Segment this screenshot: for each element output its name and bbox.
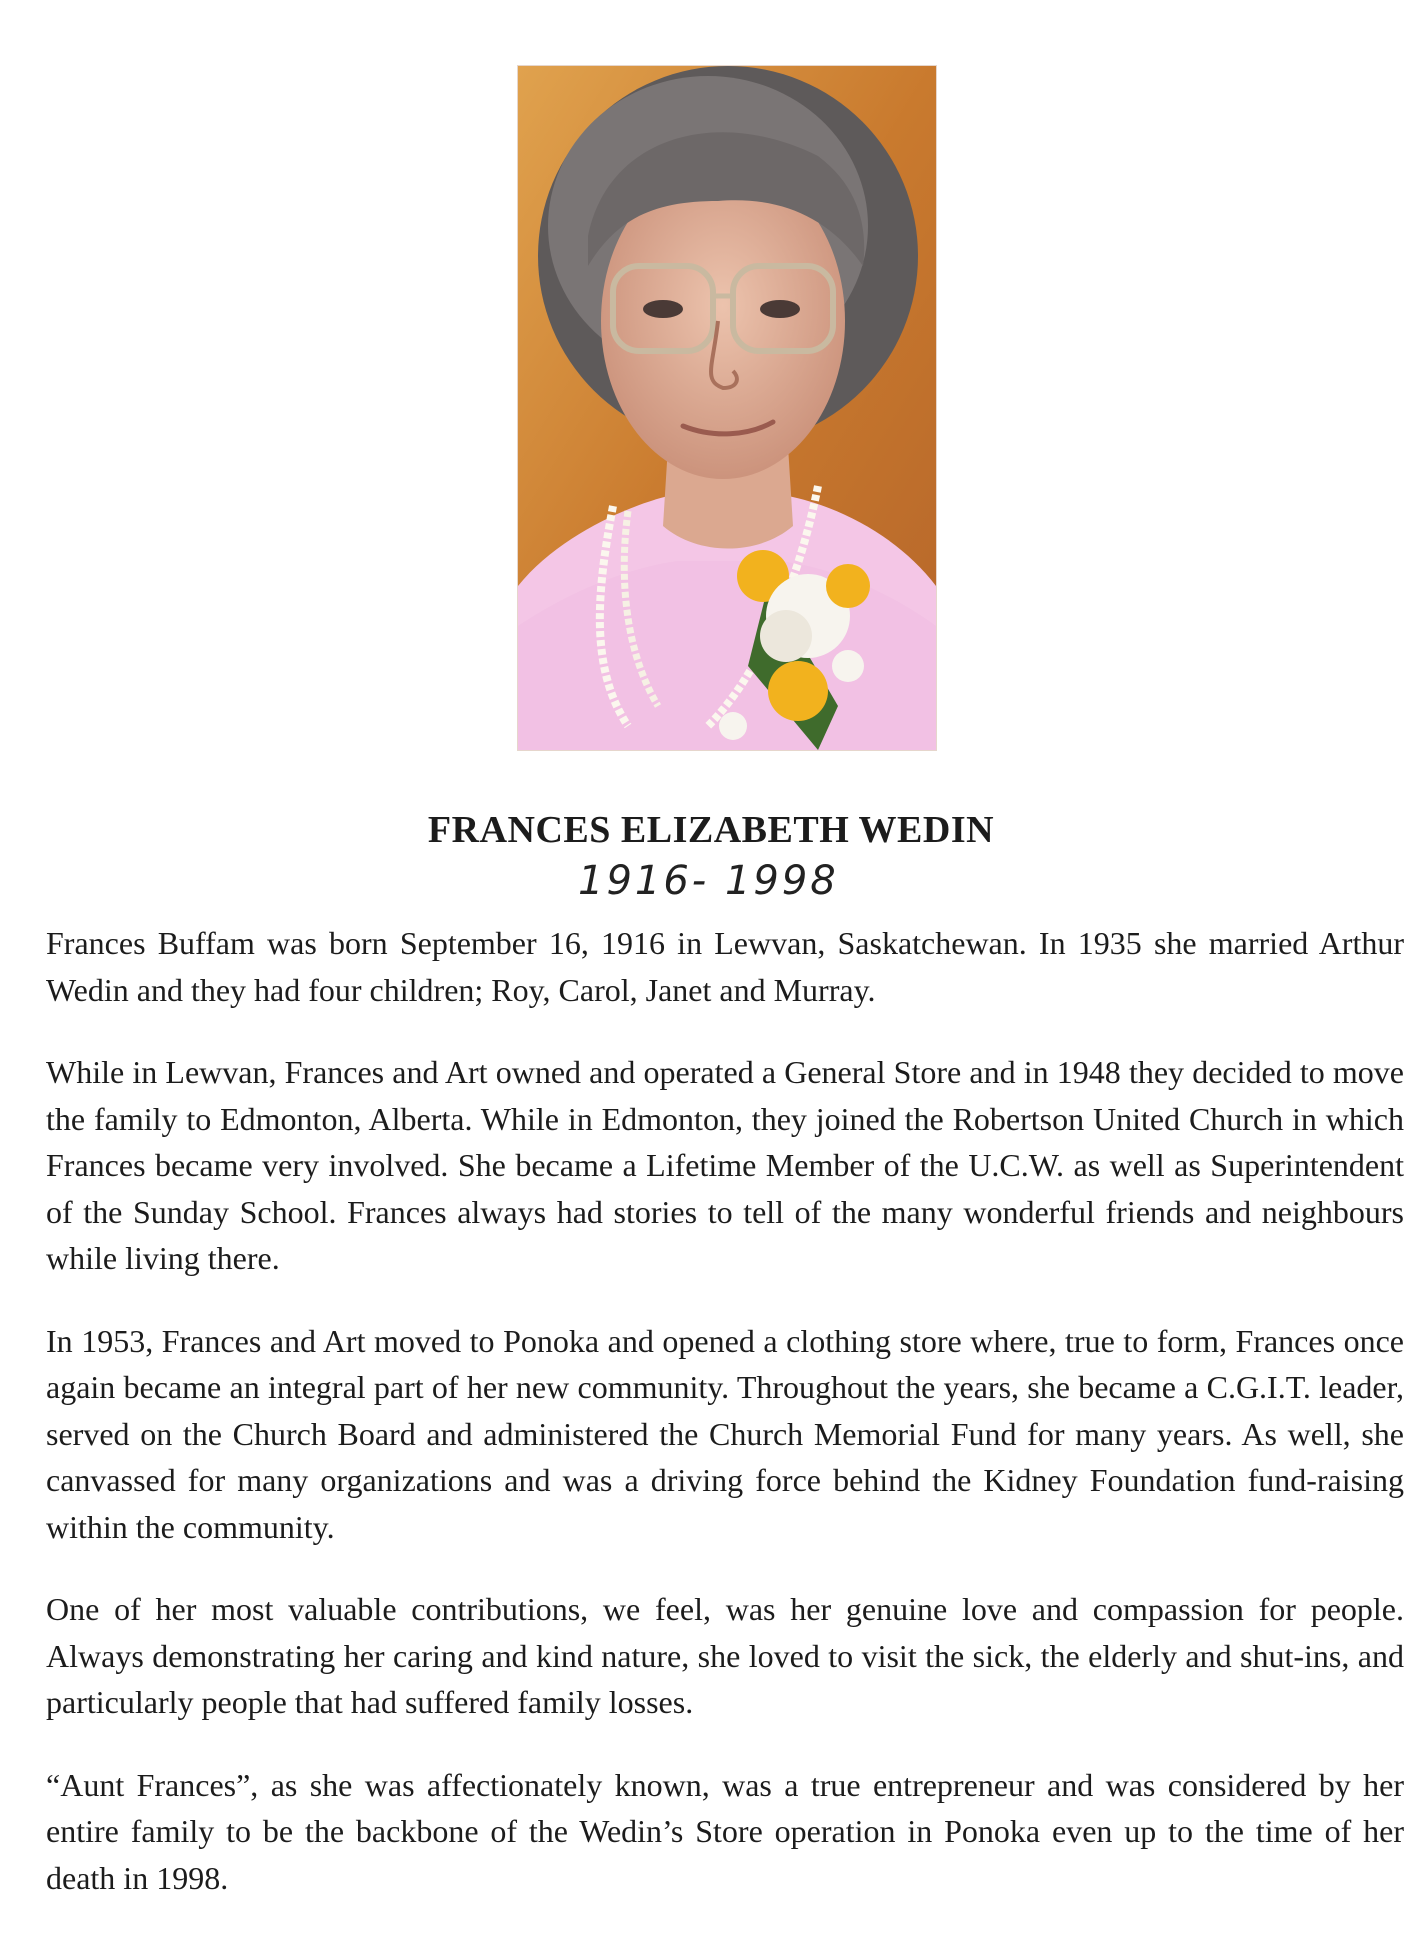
paragraph-birth-marriage: Frances Buffam was born September 16, 1916 in Lewvan, Saskatchewan. In 1935 she married Arthur Wedin and they had four children; Roy, Carol, Janet and Murray. (46, 925, 1404, 1008)
paragraph-compassion: One of her most valuable contributions, we feel, was her genuine love and compassion for people. Always demonstrating her caring and kind nature, she loved to visit the sick, the elderly and shut-ins, and particularly people that had suffered family losses. (46, 1591, 1404, 1720)
paragraph-lewvan-edmonton: While in Lewvan, Frances and Art owned and operated a General Store and in 1948 they decided to move the family to Edmonton, Alberta. While in Edmonton, they joined the Robertson United Church in which Frances became very involved. She became a Lifetime Member of the U.C.W. as well as Superintendent of the Sunday School. Frances always had stories to tell of the many wonderful friends and neighbours while living there. (46, 1054, 1404, 1276)
portrait-photo (518, 66, 936, 750)
handwritten-life-dates: 1916- 1998 (578, 858, 839, 904)
obituary-name-heading: FRANCES ELIZABETH WEDIN (427, 809, 995, 851)
obituary-body (46, 920, 1404, 1937)
paragraph-aunt-frances: “Aunt Frances”, as she was affectionately known, was a true entrepreneur and was considered by her entire family to be the backbone of the Wedin’s Store operation in Ponoka even up to the time of her death in 1998. (46, 1766, 1404, 1896)
paragraph-ponoka: In 1953, Frances and Art moved to Ponoka and opened a clothing store where, true to form, Frances once again became an integral part of her new community. Throughout the years, she became a C.G.I.T. leader, served on the Church Board and administered the Church Memorial Fund for many years. As well, she canvassed for many organizations and was a driving force behind the Kidney Foundation fund-raising within the community. (46, 1322, 1404, 1545)
